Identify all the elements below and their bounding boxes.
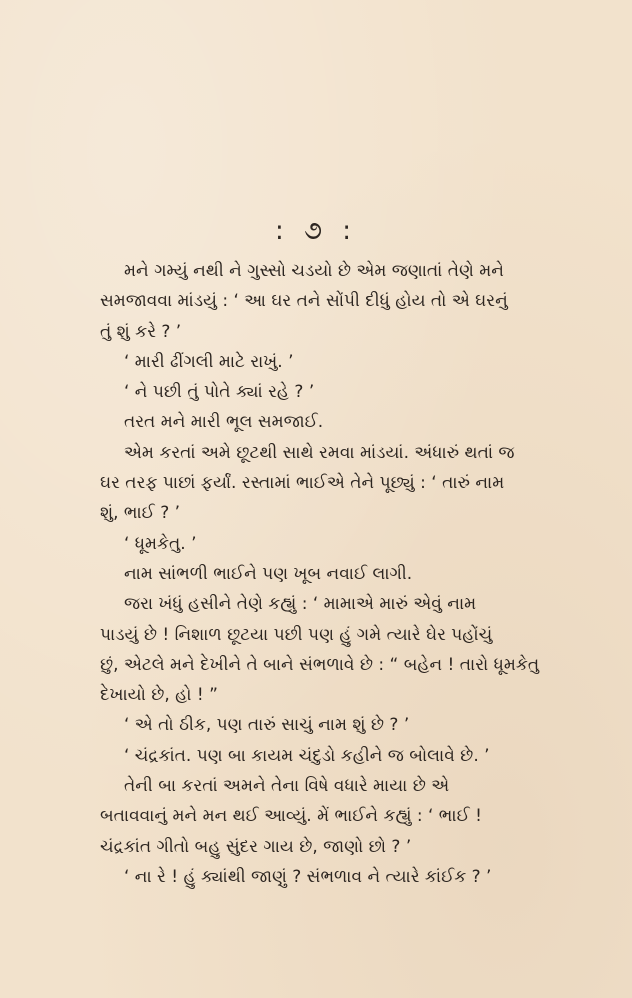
text-line: તરત મને મારી ભૂલ સમજાઈ. <box>124 412 324 433</box>
text-line: છું, એટલે મને દેખીને તે બાને સંભળાવે છે : “ બહેન ! તારો ધૂમકેતુ <box>100 654 540 675</box>
text-line: ‘ ને પછી તું પોતે ક્યાં રહે ? ’ <box>124 382 315 403</box>
text-line: દેખાયો છે, હો ! ” <box>100 685 218 706</box>
text-line: ‘ ના રે ! હું ક્યાંથી જાણું ? સંભળાવ ને ત્યારે કાંઈક ? ’ <box>124 866 492 887</box>
text-line: મને ગમ્યું નથી ને ગુસ્સો ચડયો છે એમ જણાતાં તેણે મને <box>124 261 504 281</box>
text-line: તું શું કરે ? ’ <box>100 321 182 342</box>
text-line: ‘ ધૂમકેતુ. ’ <box>124 533 197 554</box>
text-line: ચંદ્રકાંત ગીતો બહુ સુંદર ગાય છે, જાણો છો ? ’ <box>100 836 412 857</box>
text-line: ‘ એ તો ઠીક, પણ તારું સાચું નામ શું છે ? ’ <box>124 715 410 736</box>
text-line: પાડયું છે ! નિશાળ છૂટયા પછી પણ હું ગમે ત્યારે ઘેર પહોંચું <box>100 624 493 645</box>
text-line: ઘર તરફ પાછાં ફર્યાં. રસ્તામાં ભાઈએ તેને પૂછ્યું : ‘ તારું નામ <box>100 473 505 494</box>
text-line: બતાવવાનું મને મન થઈ આવ્યું. મેં ભાઈને કહ્યું : ‘ ભાઈ ! <box>100 806 482 827</box>
text-line: સમજાવવા માંડયું : ‘ આ ઘર તને સોંપી દીધું હોય તો એ ઘરનું <box>100 291 508 312</box>
text-line: જરા ખંધું હસીને તેણે કહ્યું : ‘ મામાએ મારું એવું નામ <box>124 594 477 615</box>
text-line: એમ કરતાં અમે છૂટથી સાથે રમવા માંડયાં. અંધારું થતાં જ <box>124 442 515 463</box>
text-line: ‘ મારી ઢીંગલી માટે રાખું. ’ <box>124 351 294 372</box>
text-line: નામ સાંભળી ભાઈને પણ ખૂબ નવાઈ લાગી. <box>124 563 413 584</box>
body-text <box>100 256 620 892</box>
chapter-number: : ૭ : <box>274 216 358 246</box>
text-line: શું, ભાઈ ? ’ <box>100 503 181 524</box>
text-line: ‘ ચંદ્રકાંત. પણ બા કાયમ ચંદુડો કહીને જ બોલાવે છે. ’ <box>124 745 490 766</box>
text-line: તેની બા કરતાં અમને તેના વિષે વધારે માયા છે એ <box>124 776 450 797</box>
